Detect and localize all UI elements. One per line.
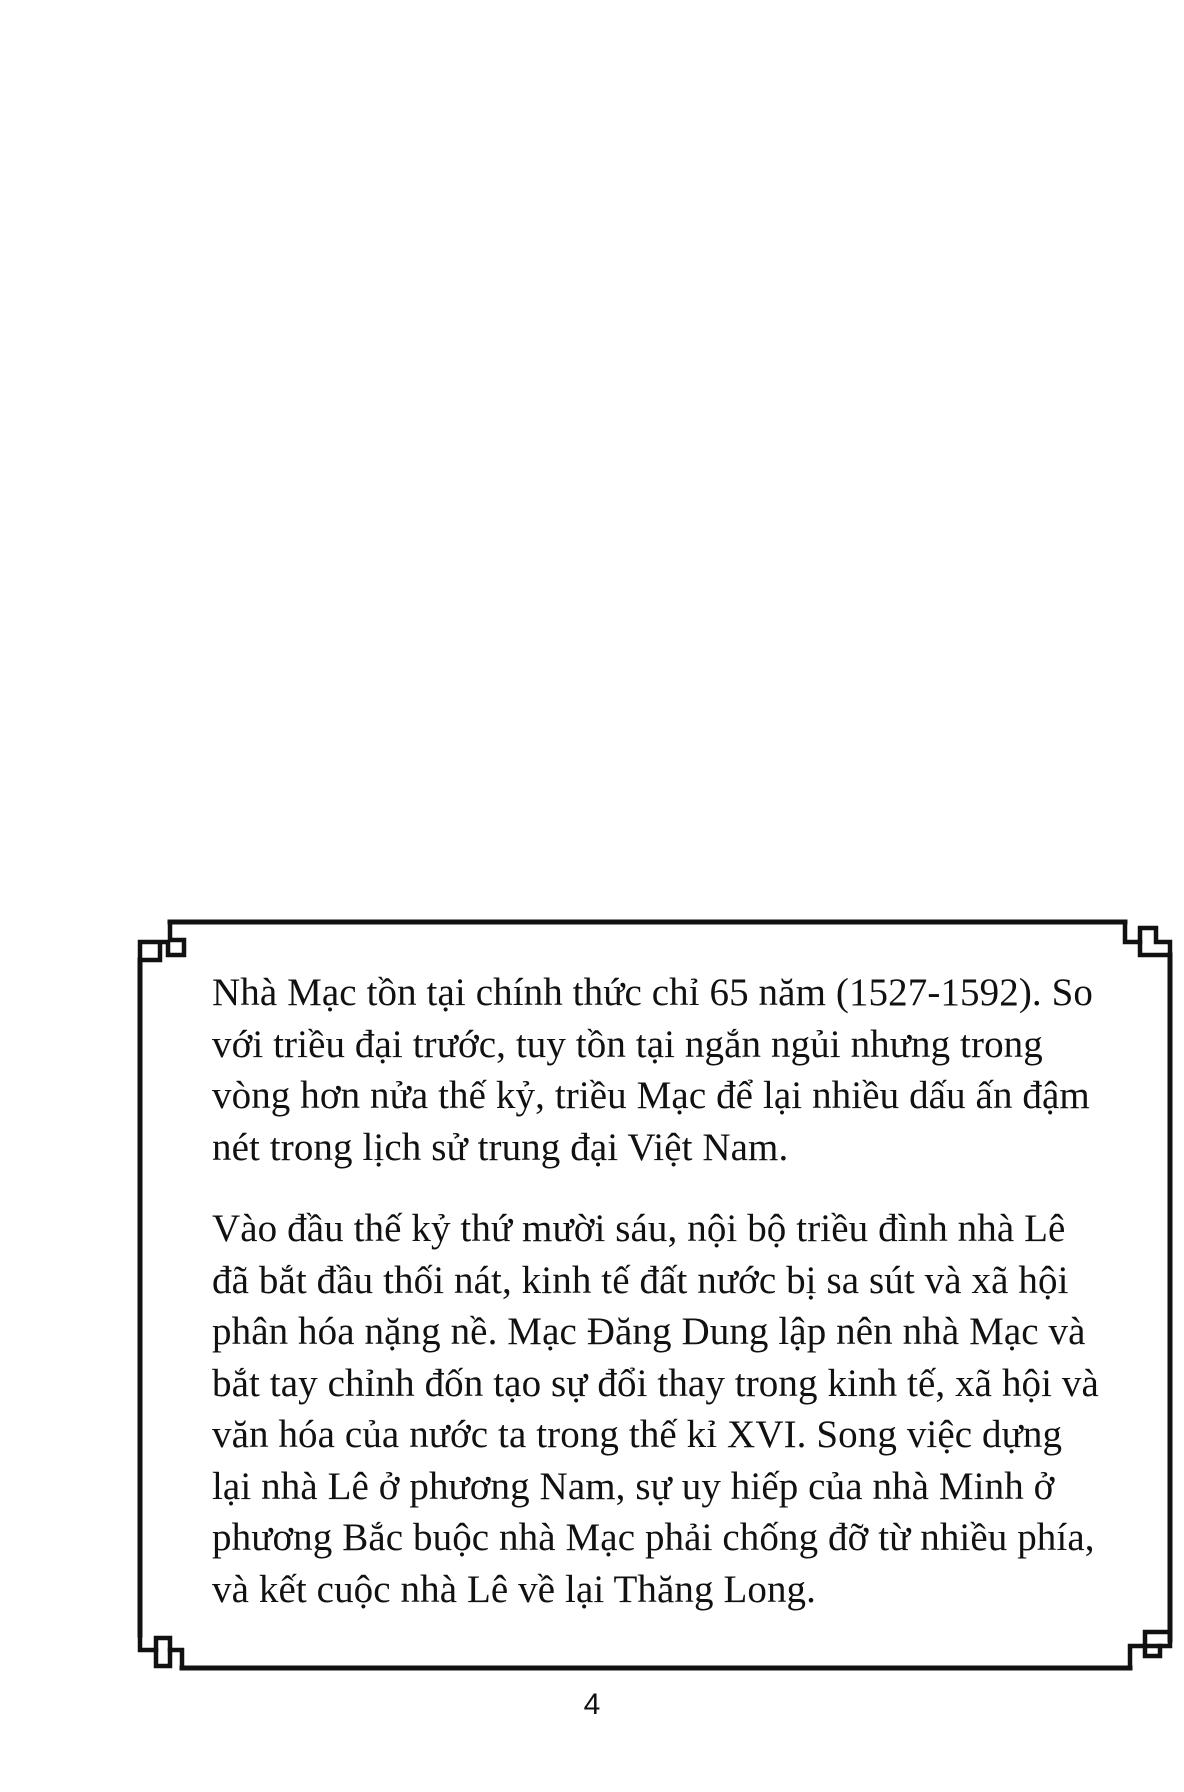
text-line: văn hóa của nước ta trong thế kỉ XVI. Song việc dựng <box>212 1413 1063 1456</box>
text-line: Nhà Mạc tồn tại chính thức chỉ 65 năm (1527-1592). So <box>212 971 1094 1014</box>
text-line: phân hóa nặng nề. Mạc Đăng Dung lập nên nhà Mạc và <box>212 1310 1086 1353</box>
text-line: và kết cuộc nhà Lê về lại Thăng Long. <box>212 1567 817 1611</box>
paragraph-sixteenth-century <box>212 1203 1102 1615</box>
text-line: đã bắt đầu thối nát, kinh tế đất nước bị sa sút và xã hội <box>212 1258 1069 1302</box>
corner-ornament-bottom-right <box>1130 1632 1170 1668</box>
page-number: 4 <box>583 1688 601 1721</box>
corner-ornament-top-left <box>140 922 184 960</box>
text-line: nét trong lịch sử trung đại Việt Nam. <box>212 1125 789 1169</box>
text-line: với triều đại trước, tuy tồn tại ngắn ngủi nhưng trong <box>212 1022 1043 1066</box>
text-line: phương Bắc buộc nhà Mạc phải chống đỡ từ nhiều phía, <box>212 1516 1095 1559</box>
paragraph-mac-dynasty-intro <box>212 967 1102 1173</box>
text-line: lại nhà Lê ở phương Nam, sự uy hiếp của nhà Minh ở <box>212 1464 1055 1508</box>
corner-ornament-bottom-left <box>140 1635 182 1668</box>
corner-ornament-top-right <box>1125 922 1170 955</box>
text-line: Vào đầu thế kỷ thứ mười sáu, nội bộ triều đình nhà Lê <box>212 1207 1066 1250</box>
text-line: bắt tay chỉnh đốn tạo sự đổi thay trong kinh tế, xã hội và <box>212 1361 1099 1405</box>
text-line: vòng hơn nửa thế kỷ, triều Mạc để lại nhiều dấu ấn đậm <box>212 1074 1090 1117</box>
text-box <box>212 967 1102 1615</box>
